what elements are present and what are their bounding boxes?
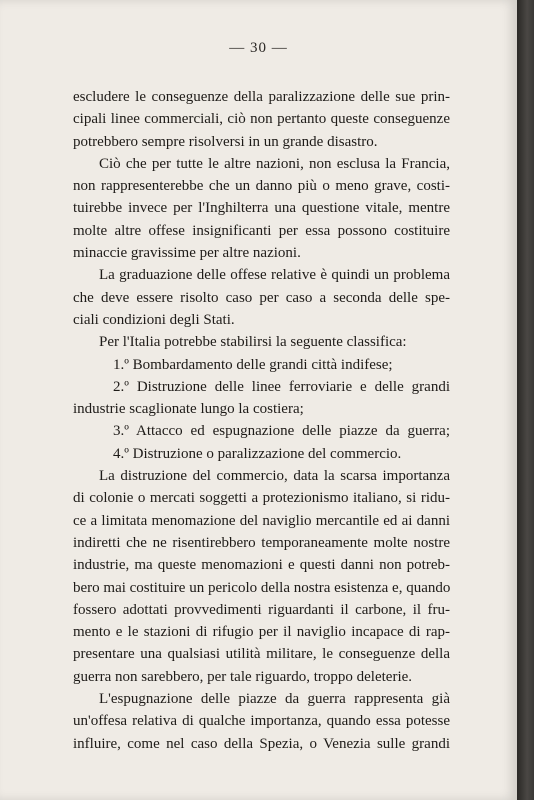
text-line: La distruzione del commercio, data la scarsa importanza [99,468,450,485]
text-line: molte altre offese insignificanti per essa possono costituire [73,222,450,239]
text-line: potrebbero sempre risolversi in un grande disastro. [73,133,378,150]
text-line: un'offesa relativa di qualche importanza, quando essa potesse [73,713,450,730]
text-line: ciali condizioni degli Stati. [73,311,235,328]
text-line: ce a limitata menomazione del naviglio mercantile ed ai danni [73,512,450,529]
text-line: mento e le stazioni di rifugio per il naviglio incapace di rap- [73,624,450,641]
text-line: bero mai costituire un pericolo della nostra esistenza e, quando [73,579,451,596]
text-line: indiretti che ne risentirebbero temporaneamente molte nostre [73,534,450,551]
text-line: di colonie o mercati soggetti a protezionismo italiano, si ridu- [73,490,450,507]
text-line: guerra non sarebbero, per tale riguardo, troppo deleterie. [73,668,413,685]
text-line: 2.º Distruzione delle linee ferroviarie e delle grandi [113,378,450,395]
text-line: influire, come nel caso della Spezia, o Venezia sulle grandi [73,735,450,752]
text-line: 4.º Distruzione o paralizzazione del commercio. [113,445,402,462]
page-number: — 30 — [229,40,288,56]
text-line: non rappresenterebbe che un danno più o meno grave, costi- [73,178,450,195]
text-line: Per l'Italia potrebbe stabilirsi la seguente classifica: [99,334,407,351]
text-line: industrie, ma queste menomazioni e questi danni non potreb- [73,557,450,574]
text-line: L'espugnazione delle piazze da guerra rappresenta già [99,691,450,708]
text-line: cipali linee commerciali, ciò non pertanto queste conseguenze [73,111,450,128]
text-line: 3.º Attacco ed espugnazione delle piazze da guerra; [113,423,450,440]
book-spine-edge [517,0,534,800]
text-line: minaccie gravissime per altre nazioni. [73,245,301,262]
text-line: La graduazione delle offese relative è quindi un problema [99,267,450,284]
text-line: presentare una qualsiasi utilità militare, le conseguenze della [73,646,450,663]
text-line: industrie scaglionate lungo la costiera; [73,401,304,418]
text-line: 1.º Bombardamento delle grandi città indifese; [113,356,393,373]
text-line: Ciò che per tutte le altre nazioni, non esclusa la Francia, [99,155,450,172]
text-line: escludere le conseguenze della paralizzazione delle sue prin- [73,89,450,105]
text-line: fossero adottati provvedimenti riguardanti il carbone, il fru- [73,601,450,618]
text-line: che deve essere risolto caso per caso a seconda delle spe- [73,289,450,306]
text-line: tuirebbe invece per l'Inghilterra una questione vitale, mentre [73,200,450,217]
body-text [73,86,450,755]
